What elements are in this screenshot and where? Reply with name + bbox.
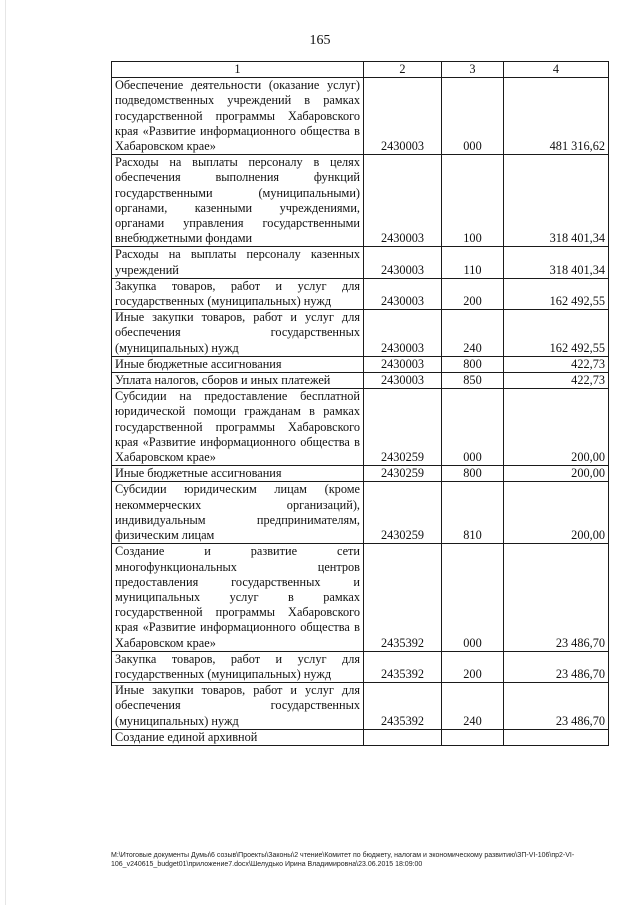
table-row bbox=[112, 544, 609, 651]
table-row bbox=[112, 729, 609, 745]
row-amount-cell: 481 316,62 bbox=[504, 78, 609, 155]
row-name-cell: Создание и развитие сети многофункциональных центров предоставления государственных и муниципальных услуг в рамках государственной программы Хабаровского края «Развитие информационного общества в Хабаровском крае» bbox=[112, 544, 364, 651]
row-code-cell bbox=[364, 729, 442, 745]
row-amount-cell bbox=[504, 729, 609, 745]
row-code-cell: 2430003 bbox=[364, 247, 442, 278]
row-name-cell: Иные закупки товаров, работ и услуг для обеспечения государственных (муниципальных) нужд bbox=[112, 683, 364, 730]
budget-table-body bbox=[112, 62, 609, 746]
row-name-cell: Расходы на выплаты персоналу казенных учреждений bbox=[112, 247, 364, 278]
row-code-cell: 2430003 bbox=[364, 373, 442, 389]
table-row bbox=[112, 373, 609, 389]
row-vid-cell: 240 bbox=[442, 683, 504, 730]
row-code-cell: 2430259 bbox=[364, 482, 442, 544]
table-row bbox=[112, 278, 609, 309]
row-amount-cell: 422,73 bbox=[504, 356, 609, 372]
table-row bbox=[112, 356, 609, 372]
table-row bbox=[112, 466, 609, 482]
page-number: 165 bbox=[309, 33, 331, 48]
row-vid-cell: 800 bbox=[442, 466, 504, 482]
row-vid-cell: 000 bbox=[442, 389, 504, 466]
row-name-cell: Субсидии на предоставление бесплатной юридической помощи гражданам в рамках государственной программы Хабаровского края «Развитие информационного общества в Хабаровском крае» bbox=[112, 389, 364, 466]
row-code-cell: 2430003 bbox=[364, 78, 442, 155]
table-row bbox=[112, 683, 609, 730]
row-code-cell: 2430003 bbox=[364, 155, 442, 247]
row-vid-cell: 810 bbox=[442, 482, 504, 544]
row-amount-cell: 318 401,34 bbox=[504, 155, 609, 247]
row-vid-cell: 200 bbox=[442, 278, 504, 309]
row-amount-cell: 422,73 bbox=[504, 373, 609, 389]
row-vid-cell: 200 bbox=[442, 651, 504, 682]
row-name-cell: Закупка товаров, работ и услуг для государственных (муниципальных) нужд bbox=[112, 651, 364, 682]
row-amount-cell: 23 486,70 bbox=[504, 544, 609, 651]
row-amount-cell: 162 492,55 bbox=[504, 310, 609, 357]
row-vid-cell: 240 bbox=[442, 310, 504, 357]
table-row bbox=[112, 310, 609, 357]
row-vid-cell: 000 bbox=[442, 544, 504, 651]
table-header-row bbox=[112, 62, 609, 78]
header-cell-amount: 4 bbox=[504, 62, 609, 78]
header-cell-code: 2 bbox=[364, 62, 442, 78]
row-code-cell: 2430259 bbox=[364, 389, 442, 466]
row-amount-cell: 200,00 bbox=[504, 482, 609, 544]
row-amount-cell: 318 401,34 bbox=[504, 247, 609, 278]
row-name-cell: Иные бюджетные ассигнования bbox=[112, 356, 364, 372]
table-row bbox=[112, 78, 609, 155]
row-amount-cell: 23 486,70 bbox=[504, 683, 609, 730]
budget-table bbox=[111, 61, 609, 746]
row-name-cell: Иные закупки товаров, работ и услуг для обеспечения государственных (муниципальных) нужд bbox=[112, 310, 364, 357]
table-row bbox=[112, 247, 609, 278]
row-amount-cell: 200,00 bbox=[504, 389, 609, 466]
row-vid-cell: 850 bbox=[442, 373, 504, 389]
row-vid-cell: 110 bbox=[442, 247, 504, 278]
row-vid-cell: 100 bbox=[442, 155, 504, 247]
document-path-footer: М:\Итоговые документы Думы\6 созыв\Проекты\Законы\2 чтение\Комитет по бюджету, налогам и экономическому развитию\ЗП-VI-106\пр2-VI-106_v240615_budget01\приложение7.docx\Шелудько Ирина Владимировна\23.06.2015 18:09:00 bbox=[111, 852, 575, 868]
row-code-cell: 2430259 bbox=[364, 466, 442, 482]
row-vid-cell: 800 bbox=[442, 356, 504, 372]
row-name-cell: Расходы на выплаты персоналу в целях обеспечения выполнения функций государственными (муниципальными) органами, казенными учреждениями, органами управления государственными внебюджетными фондами bbox=[112, 155, 364, 247]
row-name-cell: Уплата налогов, сборов и иных платежей bbox=[112, 373, 364, 389]
row-amount-cell: 200,00 bbox=[504, 466, 609, 482]
header-cell-vid: 3 bbox=[442, 62, 504, 78]
header-cell-name: 1 bbox=[112, 62, 364, 78]
table-row bbox=[112, 155, 609, 247]
row-code-cell: 2430003 bbox=[364, 310, 442, 357]
row-code-cell: 2435392 bbox=[364, 651, 442, 682]
row-name-cell: Создание единой архивной bbox=[112, 729, 364, 745]
row-amount-cell: 23 486,70 bbox=[504, 651, 609, 682]
row-name-cell: Субсидии юридическим лицам (кроме некоммерческих организаций), индивидуальным предпринимателям, физическим лицам bbox=[112, 482, 364, 544]
row-amount-cell: 162 492,55 bbox=[504, 278, 609, 309]
row-name-cell: Иные бюджетные ассигнования bbox=[112, 466, 364, 482]
scan-margin-line bbox=[5, 0, 6, 905]
table-row bbox=[112, 651, 609, 682]
row-name-cell: Обеспечение деятельности (оказание услуг) подведомственных учреждений в рамках государственной программы Хабаровского края «Развитие информационного общества в Хабаровском крае» bbox=[112, 78, 364, 155]
row-vid-cell bbox=[442, 729, 504, 745]
table-row bbox=[112, 389, 609, 466]
row-code-cell: 2435392 bbox=[364, 683, 442, 730]
table-row bbox=[112, 482, 609, 544]
row-code-cell: 2430003 bbox=[364, 356, 442, 372]
row-code-cell: 2430003 bbox=[364, 278, 442, 309]
row-name-cell: Закупка товаров, работ и услуг для государственных (муниципальных) нужд bbox=[112, 278, 364, 309]
row-vid-cell: 000 bbox=[442, 78, 504, 155]
row-code-cell: 2435392 bbox=[364, 544, 442, 651]
